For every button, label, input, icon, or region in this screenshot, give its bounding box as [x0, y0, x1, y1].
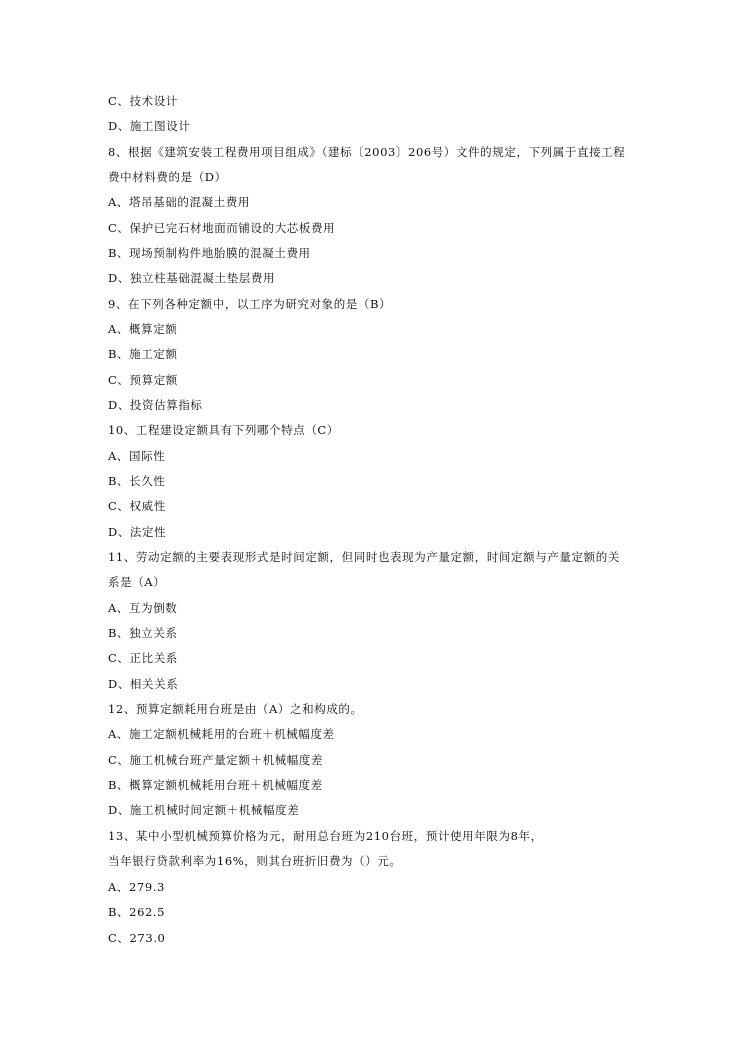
text-line: A、国际性	[108, 449, 166, 463]
text-line: C、保护已完石材地面而铺设的大芯板费用	[108, 221, 336, 235]
text-line: B、施工定额	[108, 347, 178, 361]
text-line: B、概算定额机械耗用台班＋机械幅度差	[108, 778, 323, 792]
text-line: 9、在下列各种定额中，以工序为研究对象的是（B）	[108, 297, 392, 311]
text-line: A、互为倒数	[108, 601, 178, 615]
text-line: C、权威性	[108, 499, 166, 513]
text-line: C、施工机械台班产量定额＋机械幅度差	[108, 753, 324, 767]
text-line: D、独立柱基础混凝土垫层费用	[108, 271, 276, 285]
text-line: C、273.0	[108, 931, 166, 945]
text-line: 费中材料费的是（D）	[108, 170, 227, 184]
text-line: 系是（A）	[108, 575, 166, 589]
text-line: D、投资估算指标	[108, 398, 203, 412]
text-line: 12、预算定额耗用台班是由（A）之和构成的。	[108, 702, 363, 716]
text-line: A、279.3	[108, 880, 165, 894]
text-line: A、塔吊基础的混凝土费用	[108, 195, 251, 209]
text-line: 11、劳动定额的主要表现形式是时间定额，但同时也表现为产量定额，时间定额与产量定额的关	[108, 550, 620, 564]
text-line: 10、工程建设定额具有下列哪个特点（C）	[108, 423, 339, 437]
text-line: C、技术设计	[108, 94, 178, 108]
text-line: C、正比关系	[108, 651, 178, 665]
text-line: B、长久性	[108, 474, 166, 488]
text-line: D、施工图设计	[108, 119, 191, 133]
text-line: 13、某中小型机械预算价格为元，耐用总台班为210台班，预计使用年限为8年，	[108, 829, 543, 843]
text-line: B、现场预制构件地胎膜的混凝土费用	[108, 246, 311, 260]
text-line: A、施工定额机械耗用的台班＋机械幅度差	[108, 727, 335, 741]
text-line: D、施工机械时间定额＋机械幅度差	[108, 803, 300, 817]
text-line: B、262.5	[108, 905, 166, 919]
text-line: C、预算定额	[108, 373, 178, 387]
text-line: 当年银行贷款利率为16%，则其台班折旧费为（）元。	[108, 854, 402, 868]
text-line: 8、根据《建筑安装工程费用项目组成》（建标〔2003〕206号）文件的规定，下列属于直接工程	[108, 145, 626, 159]
text-line: B、独立关系	[108, 626, 178, 640]
text-line: A、概算定额	[108, 322, 178, 336]
text-line: D、法定性	[108, 525, 167, 539]
text-line: D、相关关系	[108, 677, 179, 691]
